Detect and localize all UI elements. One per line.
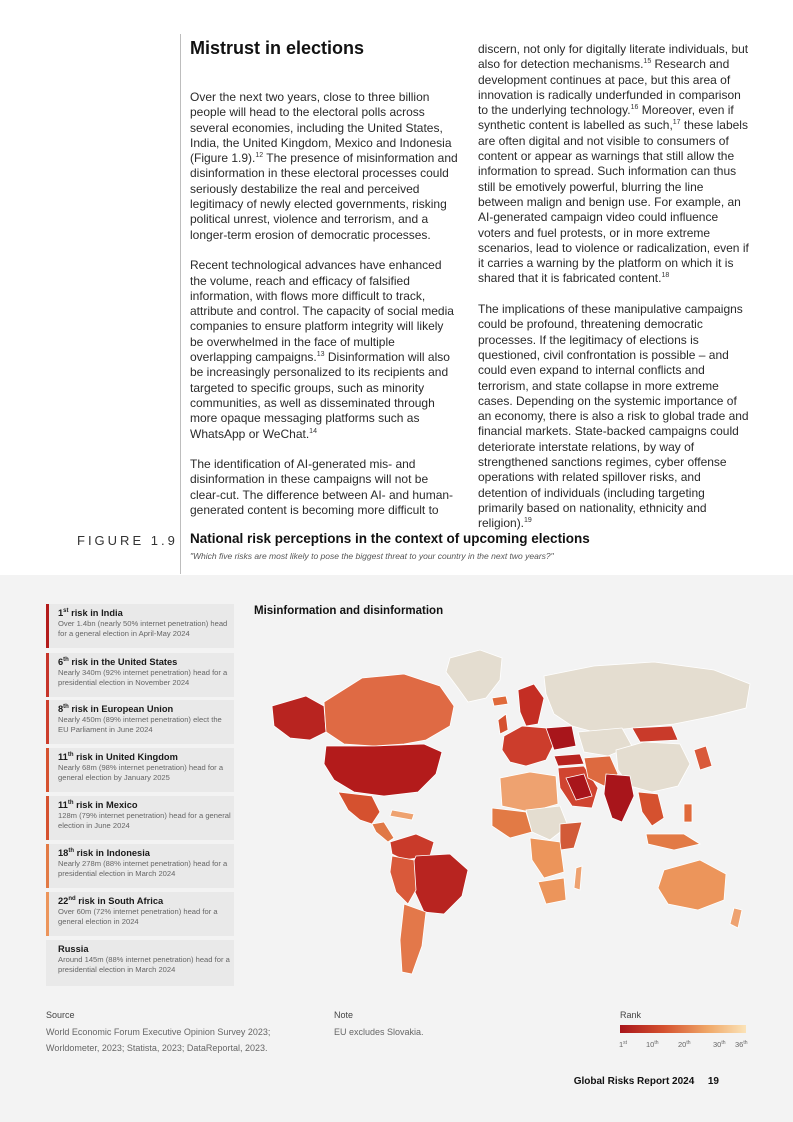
risk-card xyxy=(46,796,234,840)
map-region-southern-cone xyxy=(400,904,426,974)
risk-card xyxy=(46,844,234,888)
rank-color-scale xyxy=(620,1025,746,1033)
risk-card xyxy=(46,892,234,936)
risk-card-title: 6th risk in the United States xyxy=(58,657,178,667)
map-region-iceland xyxy=(492,696,508,706)
map-region-indonesia xyxy=(646,834,700,850)
map-region-madagascar xyxy=(574,866,582,890)
rank-tick: 20th xyxy=(678,1040,691,1049)
map-region-east-africa xyxy=(560,822,582,850)
map-region-india xyxy=(604,774,634,822)
map-region-scandinavia xyxy=(518,684,544,726)
column-divider xyxy=(180,34,181,574)
risk-card-description: Around 145m (88% internet penetration) head for a presidential election in March 2024 xyxy=(58,955,230,974)
map-region-korea-japan xyxy=(694,746,712,770)
map-region-usa xyxy=(324,744,442,796)
risk-card-description: Over 1.4bn (nearly 50% internet penetration) head for a general election in April-May 2024 xyxy=(58,619,228,638)
map-region-greenland xyxy=(446,650,502,702)
map-region-brazil xyxy=(410,854,468,914)
risk-card-description: Nearly 68m (98% internet penetration) head for a general election by January 2025 xyxy=(58,763,224,782)
risk-card xyxy=(46,748,234,792)
risk-card-title: Russia xyxy=(58,944,89,954)
risk-card xyxy=(46,604,234,648)
map-region-south-africa xyxy=(538,878,566,904)
rank-tick: 30th xyxy=(713,1040,726,1049)
map-region-mongolia xyxy=(632,726,678,742)
risk-card-title: 8th risk in European Union xyxy=(58,704,174,714)
risk-card-title: 11th risk in United Kingdom xyxy=(58,752,178,762)
section-heading: Mistrust in elections xyxy=(190,38,365,58)
map-region-caribbean xyxy=(390,810,414,820)
map-region-central-america xyxy=(372,822,394,842)
map-region-australia xyxy=(658,860,726,910)
text-column-right xyxy=(478,42,750,547)
map-region-central-africa xyxy=(530,838,564,878)
source-text: World Economic Forum Executive Opinion Survey 2023; Worldometer, 2023; Statista, 2023; DataReportal, 2023. xyxy=(46,1027,271,1053)
figure-subtitle: "Which five risks are most likely to pose the biggest threat to your country in the next two years?" xyxy=(190,551,554,561)
map-region-west-africa xyxy=(492,808,532,838)
paragraph: The identification of AI-generated mis- and disinformation in these campaigns will not be clear-cut. The difference between AI- and human-generated content is becoming more difficult to xyxy=(190,457,454,518)
map-title: Misinformation and disinformation xyxy=(254,605,444,617)
risk-card-title: 22nd risk in South Africa xyxy=(58,896,164,906)
map-region-european-union xyxy=(502,726,554,766)
map-region-canada xyxy=(324,674,454,746)
risk-card-description: Nearly 278m (88% internet penetration) head for a presidential election in March 2024 xyxy=(58,859,228,878)
paragraph: Over the next two years, close to three billion people will head to the electoral polls across several economies, including the United States, India, the United Kingdom, Mexico and Indonesia (Figure 1.9).$^{12}$ The presence of misinformation and disinformation in these electoral processes could seriously destabilize the real and perceived legitimacy of newly elected governments, risking political unrest, violence and terrorism, and a longer-term erosion of democratic processes. xyxy=(190,90,458,242)
source-label: Source xyxy=(46,1010,75,1020)
paragraph: discern, not only for digitally literate individuals, but also for detection mechanisms.$^{15}$ Research and development continues at pace, but this area of innovation is radically underfunded in comparison to the underlying technology.$^{16}$ Moreover, even if synthetic content is labelled as such,$^{17}$ these labels are often digital and not visible to consumers of content or appear as warnings that still allow the information to spread. Such information can thus still be emotively powerful, blurring the line between malign and benign use. For example, an AI-generated campaign video could influence voters and fuel protests, or in more extreme scenarios, lead to violence or radicalization, even if it carries a warning by the platform on which it is shared that it is fabricated content.$^{18}$ xyxy=(478,42,749,286)
rank-legend-label: Rank xyxy=(620,1010,642,1020)
note-label: Note xyxy=(334,1010,354,1020)
risk-card-title: 18th risk in Indonesia xyxy=(58,848,150,858)
map-region-philippines xyxy=(684,804,692,822)
risk-card-title: 11th risk in Mexico xyxy=(58,800,138,810)
rank-tick: 1st xyxy=(619,1040,628,1049)
text-column-left xyxy=(190,90,458,534)
map-region-southeast-asia xyxy=(638,792,664,826)
map-region-andes xyxy=(390,856,416,904)
paragraph: The implications of these manipulative campaigns could be profound, threatening democratic processes. If the legitimacy of elections is questioned, civil confrontation is possible – and could even expand to internal conflicts and terrorism, and state collapse in more extreme cases. Depending on the systemic importance of an economy, there is also a risk to global trade and financial markets. State-backed campaigns could deteriorate interstate relations, by way of strengthened sanctions regimes, cyber offense operations with related spillover risks, and detention of individuals (including targeting primarily based on nationality, ethnicity and religion).$^{19}$ xyxy=(478,302,749,531)
map-region-uk xyxy=(498,714,508,734)
risk-card xyxy=(46,940,234,986)
risk-card xyxy=(46,700,234,744)
map-region-mexico xyxy=(338,792,380,824)
report-title: Global Risks Report 2024 xyxy=(573,1076,695,1087)
map-region-alaska xyxy=(272,696,326,740)
figure-label: FIGURE 1.9 xyxy=(77,533,178,548)
map-region-turkey xyxy=(554,754,584,766)
map-region-russia xyxy=(544,662,750,732)
risk-card-description: Over 60m (72% internet penetration) head for a general election in 2024 xyxy=(58,907,218,926)
page-number: 19 xyxy=(707,1076,719,1087)
map-region-north-africa xyxy=(500,772,558,812)
figure-title: National risk perceptions in the context of upcoming elections xyxy=(190,531,590,546)
risk-card-description: Nearly 340m (92% internet penetration) head for a presidential election in November 2024 xyxy=(58,668,228,687)
risk-card-description: 128m (79% internet penetration) head for a general election in June 2024 xyxy=(58,811,231,830)
risk-card-description: Nearly 450m (89% internet penetration) elect the EU Parliament in June 2024 xyxy=(58,715,222,734)
paragraph: Recent technological advances have enhanced the volume, reach and efficacy of falsified information, with flows more difficult to track, attribute and control. The capacity of social media companies to ensure platform integrity will likely be overwhelmed in the face of multiple overlapping campaigns.$^{13}$ Disinformation will also be increasingly personalized to its recipients and targeted to specific groups, such as minority communities, as well as disseminated through more opaque messaging platforms such as WhatsApp or WeChat.$^{14}$ xyxy=(190,258,454,441)
map-region-new-zealand xyxy=(730,908,742,928)
page-footer xyxy=(574,1076,719,1087)
rank-tick: 36th xyxy=(735,1040,748,1049)
risk-card-title: 1st risk in India xyxy=(58,608,123,618)
rank-tick: 10th xyxy=(646,1040,659,1049)
world-risk-map xyxy=(254,628,759,990)
note-text: EU excludes Slovakia. xyxy=(334,1027,424,1037)
risk-card xyxy=(46,653,234,697)
